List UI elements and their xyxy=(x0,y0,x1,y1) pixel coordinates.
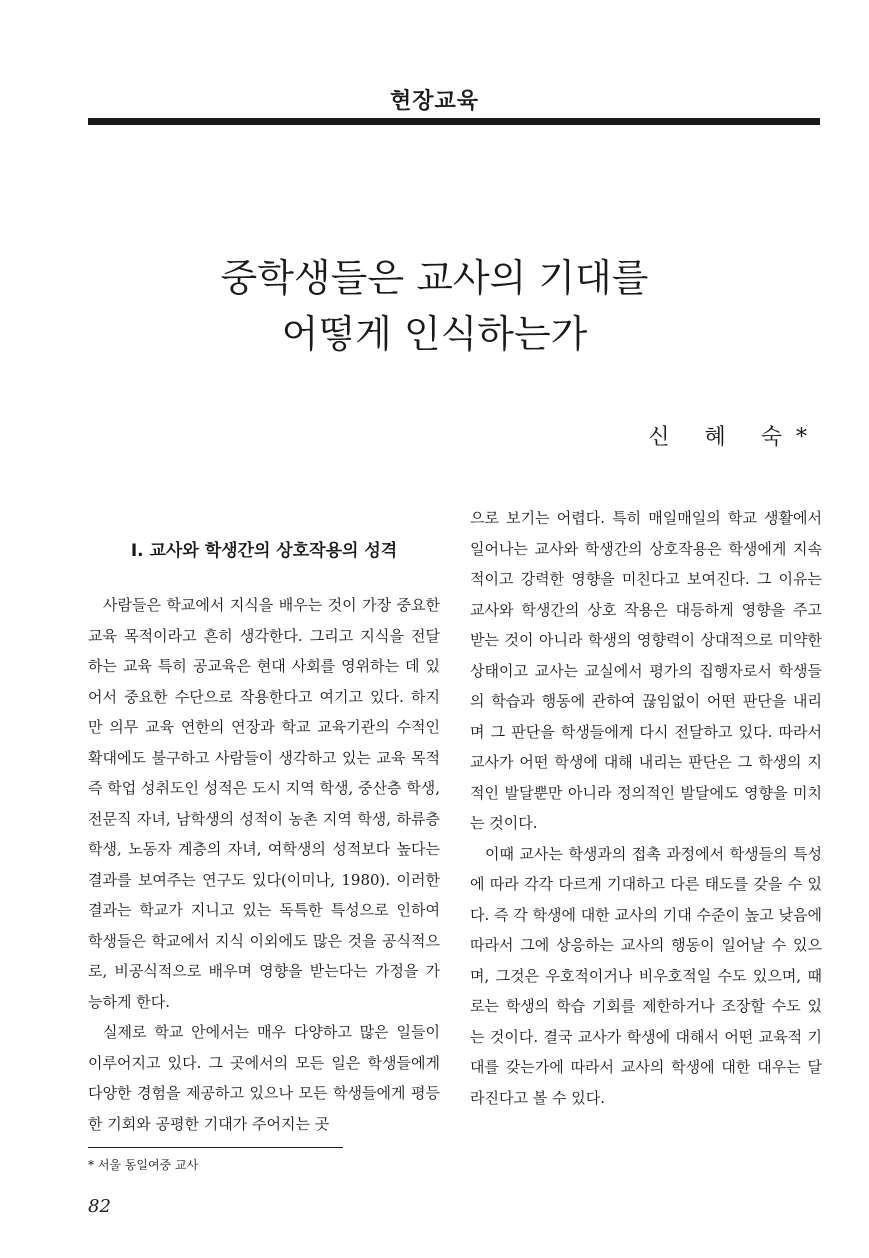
article-title xyxy=(0,250,869,362)
footnote-rule xyxy=(88,1147,343,1148)
page-number: 82 xyxy=(88,1196,111,1217)
footnote: * 서울 동일여중 교사 xyxy=(88,1158,199,1172)
paragraph: 실제로 학교 안에서는 매우 다양하고 많은 일들이 이루어지고 있다. 그 곳에서의 모든 일은 학생들에게 다양한 경험을 제공하고 있으나 모든 학생들에게 평등한 기회와 공평한 기대가 주어지는 곳 xyxy=(88,1023,440,1133)
paragraph: 사람들은 학교에서 지식을 배우는 것이 가장 중요한 교육 목적이라고 흔히 생각한다. 그리고 지식을 전달하는 교육 특히 공교육은 현대 사회를 영위하는 데 있어서 중요한 수단으로 작용한다고 여기고 있다. 하지만 의무 교육 연한의 연장과 학교 교육기관의 수적인 확대에도 불구하고 사람들이 생각하고 있는 교육 목적 즉 학업 성취도인 성적은 도시 지역 학생, 중산층 학생, 전문직 자녀, 남학생의 성적이 농촌 지역 학생, 하류층 학생, 노동자 계층의 자녀, 여학생의 성적보다 높다는 결과를 보여주는 연구도 있다(이미나, 1980). 이러한 결과는 학교가 지니고 있는 독특한 특성으로 인하여 학생들은 학교에서 지식 이외에도 많은 것을 공식적으로, 비공식적으로 배우며 영향을 받는다는 가정을 가능하게 한다. xyxy=(88,596,440,1011)
title-line-1: 중학생들은 교사의 기대를 xyxy=(220,256,649,300)
author: 신 혜 숙* xyxy=(648,425,821,450)
title-line-2: 어떻게 인식하는가 xyxy=(281,312,588,356)
paragraph: 으로 보기는 어렵다. 특히 매일매일의 학교 생활에서 일어나는 교사와 학생간의 상호작용은 학생에게 지속적이고 강력한 영향을 미친다고 보여진다. 그 이유는 교사와 학생간의 상호 작용은 대등하게 영향을 주고 받는 것이 아니라 학생의 영향력이 상대적으로 미약한 상태이고 교사는 교실에서 평가의 집행자로서 학생들의 학습과 행동에 관하여 끊임없이 어떤 판단을 내리며 그 판단을 학생들에게 다시 전달하고 있다. 따라서 교사가 어떤 학생에 대해 내리는 판단은 그 학생의 지적인 발달뿐만 아니라 정의적인 발달에도 영향을 미치는 것이다. xyxy=(470,509,822,832)
section-heading: Ⅰ. 교사와 학생간의 상호작용의 성격 xyxy=(130,541,398,561)
right-column xyxy=(470,503,822,1113)
section-label: 현장교육 xyxy=(389,89,479,114)
left-column xyxy=(88,590,440,1139)
paragraph: 이때 교사는 학생과의 접촉 과정에서 학생들의 특성에 따라 각각 다르게 기대하고 다른 태도를 갖을 수 있다. 즉 각 학생에 대한 교사의 기대 수준이 높고 낮음에 따라서 그에 상응하는 교사의 행동이 일어날 수 있으며, 그것은 우호적이거나 비우호적일 수도 있으며, 때로는 학생의 학습 기회를 제한하거나 조장할 수도 있는 것이다. 결국 교사가 학생에 대해서 어떤 교육적 기대를 갖는가에 따라서 교사의 학생에 대한 대우는 달라진다고 볼 수 있다. xyxy=(470,844,822,1107)
header-rule xyxy=(88,118,820,125)
